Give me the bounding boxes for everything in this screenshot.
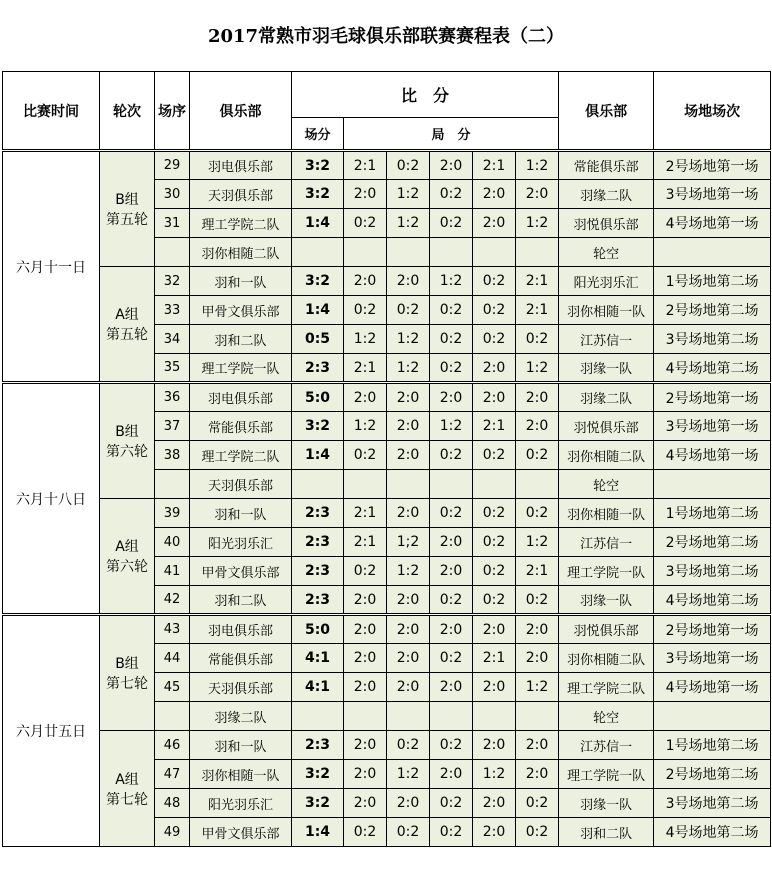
- table-row: [3, 151, 771, 180]
- club2-cell: 理工学院一队: [559, 760, 654, 789]
- match-score-cell: 4:1: [292, 644, 344, 673]
- game-score-cell: [387, 702, 430, 731]
- club2-cell: 羽悦俱乐部: [559, 209, 654, 238]
- venue-cell: 3号场地第二场: [654, 325, 771, 354]
- game-score-cell: 2:1: [516, 267, 559, 296]
- table-row: [3, 731, 771, 760]
- seq-cell: 39: [155, 499, 190, 528]
- page-title: 2017常熟市羽毛球俱乐部联赛赛程表（二）: [207, 26, 565, 47]
- header-row-1: [3, 72, 771, 118]
- venue-cell: [654, 470, 771, 499]
- club1-cell: 羽和二队: [190, 325, 292, 354]
- header-venue: 场地场次: [654, 72, 771, 151]
- club2-cell: 理工学院一队: [559, 557, 654, 586]
- venue-cell: 2号场地第一场: [654, 151, 771, 180]
- seq-cell: 29: [155, 151, 190, 180]
- game-score-cell: 2:0: [516, 731, 559, 760]
- venue-cell: 4号场地第二场: [654, 818, 771, 847]
- game-score-cell: [473, 238, 516, 267]
- game-score-cell: 2:0: [516, 383, 559, 412]
- seq-cell: 32: [155, 267, 190, 296]
- match-score-cell: 2:3: [292, 731, 344, 760]
- venue-cell: 2号场地第二场: [654, 528, 771, 557]
- round-cell: [100, 151, 155, 267]
- game-score-cell: 0:2: [473, 325, 516, 354]
- game-score-cell: [473, 702, 516, 731]
- game-score-cell: 2:0: [430, 557, 473, 586]
- game-score-cell: 0:2: [516, 441, 559, 470]
- club1-cell: 天羽俱乐部: [190, 470, 292, 499]
- club2-cell: 羽悦俱乐部: [559, 412, 654, 441]
- date-cell: 六月十一日: [3, 151, 100, 383]
- match-score-cell: 2:3: [292, 354, 344, 383]
- game-score-cell: 2:0: [344, 180, 387, 209]
- game-score-cell: 0:2: [516, 325, 559, 354]
- club1-cell: 天羽俱乐部: [190, 180, 292, 209]
- seq-cell: 45: [155, 673, 190, 702]
- club1-cell: 理工学院二队: [190, 441, 292, 470]
- game-score-cell: 0:2: [430, 586, 473, 615]
- game-score-cell: 0:2: [430, 180, 473, 209]
- game-score-cell: 1:2: [473, 760, 516, 789]
- round-label-line: A组: [115, 539, 139, 555]
- game-score-cell: 0:2: [344, 441, 387, 470]
- game-score-cell: [387, 470, 430, 499]
- club2-cell: 羽悦俱乐部: [559, 615, 654, 644]
- club1-cell: 甲骨文俱乐部: [190, 818, 292, 847]
- seq-cell: 35: [155, 354, 190, 383]
- club2-cell: 常能俱乐部: [559, 151, 654, 180]
- game-score-cell: 2:0: [473, 209, 516, 238]
- venue-cell: 2号场地第一场: [654, 615, 771, 644]
- game-score-cell: 0:2: [473, 586, 516, 615]
- club2-cell: 江苏信一: [559, 528, 654, 557]
- venue-cell: 1号场地第二场: [654, 267, 771, 296]
- seq-cell: 30: [155, 180, 190, 209]
- round-label-line: B组: [115, 424, 139, 440]
- game-score-cell: 2:0: [473, 731, 516, 760]
- round-cell: [100, 499, 155, 615]
- header-match-score: 场分: [292, 118, 344, 151]
- game-score-cell: 2:0: [344, 383, 387, 412]
- game-score-cell: 2:0: [387, 412, 430, 441]
- venue-cell: [654, 238, 771, 267]
- game-score-cell: 0:2: [344, 818, 387, 847]
- game-score-cell: 0:2: [473, 296, 516, 325]
- game-score-cell: 2:1: [473, 151, 516, 180]
- game-score-cell: 1:2: [430, 267, 473, 296]
- club2-cell: 轮空: [559, 702, 654, 731]
- club1-cell: 羽和一队: [190, 731, 292, 760]
- club1-cell: 阳光羽乐汇: [190, 528, 292, 557]
- club1-cell: 羽电俱乐部: [190, 615, 292, 644]
- club1-cell: 羽缘二队: [190, 702, 292, 731]
- game-score-cell: 2:0: [430, 383, 473, 412]
- club2-cell: 羽和二队: [559, 818, 654, 847]
- game-score-cell: [344, 238, 387, 267]
- game-score-cell: 0:2: [516, 789, 559, 818]
- game-score-cell: [344, 470, 387, 499]
- club2-cell: 羽你相随一队: [559, 296, 654, 325]
- game-score-cell: 2:0: [344, 789, 387, 818]
- club1-cell: 羽你相随二队: [190, 238, 292, 267]
- game-score-cell: 0:2: [473, 528, 516, 557]
- round-label-line: B组: [115, 656, 139, 672]
- game-score-cell: 1:2: [387, 325, 430, 354]
- header-club: 俱乐部: [190, 72, 292, 151]
- game-score-cell: 2:0: [473, 180, 516, 209]
- seq-cell: 34: [155, 325, 190, 354]
- game-score-cell: 0:2: [430, 499, 473, 528]
- match-score-cell: 1:4: [292, 296, 344, 325]
- venue-cell: 1号场地第二场: [654, 499, 771, 528]
- game-score-cell: 1:2: [387, 209, 430, 238]
- table-row: [3, 383, 771, 412]
- round-label-line: 第七轮: [106, 676, 148, 692]
- game-score-cell: 0:2: [516, 818, 559, 847]
- game-score-cell: 0:2: [430, 209, 473, 238]
- game-score-cell: 2:0: [387, 499, 430, 528]
- date-cell: 六月廿五日: [3, 615, 100, 847]
- match-score-cell: 4:1: [292, 673, 344, 702]
- game-score-cell: 0:2: [430, 354, 473, 383]
- match-score-cell: [292, 702, 344, 731]
- game-score-cell: [387, 238, 430, 267]
- club1-cell: 羽和二队: [190, 586, 292, 615]
- game-score-cell: 2:0: [344, 760, 387, 789]
- club1-cell: 羽电俱乐部: [190, 151, 292, 180]
- game-score-cell: 0:2: [387, 296, 430, 325]
- club1-cell: 甲骨文俱乐部: [190, 296, 292, 325]
- game-score-cell: 2:0: [430, 760, 473, 789]
- club2-cell: 羽你相随二队: [559, 441, 654, 470]
- seq-cell: 46: [155, 731, 190, 760]
- venue-cell: [654, 702, 771, 731]
- seq-cell: 42: [155, 586, 190, 615]
- game-score-cell: 1:2: [344, 325, 387, 354]
- game-score-cell: 2:0: [344, 615, 387, 644]
- club2-cell: 江苏信一: [559, 325, 654, 354]
- game-score-cell: 0:2: [430, 325, 473, 354]
- game-score-cell: 1:2: [387, 354, 430, 383]
- match-score-cell: 1:4: [292, 209, 344, 238]
- game-score-cell: [430, 470, 473, 499]
- seq-cell: 49: [155, 818, 190, 847]
- seq-cell: 31: [155, 209, 190, 238]
- seq-cell: 47: [155, 760, 190, 789]
- game-score-cell: 0:2: [430, 731, 473, 760]
- seq-cell: 40: [155, 528, 190, 557]
- club2-cell: 轮空: [559, 238, 654, 267]
- round-label-line: 第五轮: [106, 327, 148, 343]
- game-score-cell: 0:2: [473, 267, 516, 296]
- game-score-cell: 1:2: [516, 528, 559, 557]
- game-score-cell: 2:0: [473, 818, 516, 847]
- game-score-cell: 2:1: [473, 644, 516, 673]
- game-score-cell: 1:2: [516, 151, 559, 180]
- game-score-cell: 0:2: [430, 644, 473, 673]
- game-score-cell: 2:1: [344, 528, 387, 557]
- game-score-cell: 2:0: [387, 615, 430, 644]
- match-score-cell: [292, 238, 344, 267]
- seq-cell: 38: [155, 441, 190, 470]
- game-score-cell: 1:2: [387, 557, 430, 586]
- match-score-cell: 3:2: [292, 789, 344, 818]
- game-score-cell: 1;2: [387, 528, 430, 557]
- match-score-cell: 2:3: [292, 528, 344, 557]
- game-score-cell: 0:2: [387, 151, 430, 180]
- club1-cell: 甲骨文俱乐部: [190, 557, 292, 586]
- game-score-cell: 2:1: [344, 151, 387, 180]
- match-score-cell: 2:3: [292, 586, 344, 615]
- game-score-cell: 1:2: [344, 412, 387, 441]
- game-score-cell: 2:0: [473, 354, 516, 383]
- game-score-cell: 2:0: [430, 528, 473, 557]
- game-score-cell: 0:2: [344, 209, 387, 238]
- header-game-score: 局 分: [344, 118, 559, 151]
- round-label-line: A组: [115, 771, 139, 788]
- game-score-cell: 0:2: [430, 789, 473, 818]
- match-score-cell: 2:3: [292, 557, 344, 586]
- game-score-cell: 2:0: [516, 644, 559, 673]
- club1-cell: 理工学院一队: [190, 354, 292, 383]
- game-score-cell: 2:0: [387, 586, 430, 615]
- match-score-cell: 1:4: [292, 441, 344, 470]
- venue-cell: 1号场地第二场: [654, 731, 771, 760]
- game-score-cell: 0:2: [473, 557, 516, 586]
- game-score-cell: [344, 702, 387, 731]
- venue-cell: 4号场地第一场: [654, 209, 771, 238]
- date-cell: 六月十八日: [3, 383, 100, 615]
- seq-cell: [155, 470, 190, 499]
- header-time: 比赛时间: [3, 72, 100, 151]
- match-score-cell: 5:0: [292, 383, 344, 412]
- table-row: [3, 267, 771, 296]
- game-score-cell: 2:0: [473, 789, 516, 818]
- venue-cell: 4号场地第一场: [654, 441, 771, 470]
- game-score-cell: 2:0: [387, 267, 430, 296]
- game-score-cell: 0:2: [473, 499, 516, 528]
- club1-cell: 羽和一队: [190, 499, 292, 528]
- club2-cell: 轮空: [559, 470, 654, 499]
- seq-cell: 33: [155, 296, 190, 325]
- venue-cell: 3号场地第二场: [654, 557, 771, 586]
- game-score-cell: 0:2: [344, 557, 387, 586]
- game-score-cell: 2:1: [344, 499, 387, 528]
- game-score-cell: 0:2: [430, 441, 473, 470]
- club2-cell: 羽你相随二队: [559, 644, 654, 673]
- game-score-cell: 2:0: [344, 586, 387, 615]
- game-score-cell: 2:0: [516, 760, 559, 789]
- game-score-cell: 2:1: [516, 557, 559, 586]
- club1-cell: 羽电俱乐部: [190, 383, 292, 412]
- venue-cell: 3号场地第一场: [654, 180, 771, 209]
- game-score-cell: 0:2: [387, 818, 430, 847]
- club1-cell: 常能俱乐部: [190, 412, 292, 441]
- game-score-cell: 0:2: [387, 731, 430, 760]
- venue-cell: 3号场地第一场: [654, 644, 771, 673]
- game-score-cell: 1:2: [516, 209, 559, 238]
- round-label-line: 第六轮: [106, 559, 148, 575]
- club2-cell: 羽缘二队: [559, 383, 654, 412]
- round-label-line: 第五轮: [106, 212, 148, 228]
- game-score-cell: [516, 470, 559, 499]
- match-score-cell: 3:2: [292, 151, 344, 180]
- game-score-cell: 2:0: [387, 441, 430, 470]
- venue-cell: 4号场地第二场: [654, 354, 771, 383]
- match-score-cell: 2:3: [292, 499, 344, 528]
- game-score-cell: 2:0: [430, 151, 473, 180]
- match-score-cell: 3:2: [292, 760, 344, 789]
- schedule-table: [2, 71, 771, 847]
- game-score-cell: 0:2: [516, 586, 559, 615]
- club2-cell: 羽缘一队: [559, 354, 654, 383]
- club1-cell: 常能俱乐部: [190, 644, 292, 673]
- seq-cell: 43: [155, 615, 190, 644]
- game-score-cell: 2:0: [473, 383, 516, 412]
- game-score-cell: 1:2: [387, 180, 430, 209]
- seq-cell: 37: [155, 412, 190, 441]
- match-score-cell: 0:5: [292, 325, 344, 354]
- club2-cell: 羽缘一队: [559, 586, 654, 615]
- game-score-cell: 2:0: [430, 673, 473, 702]
- game-score-cell: 0:2: [344, 296, 387, 325]
- venue-cell: 4号场地第二场: [654, 586, 771, 615]
- game-score-cell: 2:1: [516, 296, 559, 325]
- game-score-cell: [516, 238, 559, 267]
- round-label-line: A组: [115, 307, 139, 323]
- seq-cell: 48: [155, 789, 190, 818]
- round-label-line: B组: [115, 192, 139, 208]
- header-round: 轮次: [100, 72, 155, 151]
- game-score-cell: 0:2: [473, 441, 516, 470]
- header-seq: 场序: [155, 72, 190, 151]
- venue-cell: 2号场地第二场: [654, 296, 771, 325]
- round-cell: [100, 731, 155, 847]
- game-score-cell: 2:0: [473, 615, 516, 644]
- game-score-cell: 2:0: [430, 615, 473, 644]
- match-score-cell: 1:4: [292, 818, 344, 847]
- game-score-cell: [473, 470, 516, 499]
- club1-cell: 羽你相随一队: [190, 760, 292, 789]
- game-score-cell: 2:0: [344, 731, 387, 760]
- match-score-cell: 3:2: [292, 412, 344, 441]
- seq-cell: 36: [155, 383, 190, 412]
- round-label-line: 第六轮: [106, 444, 148, 460]
- club2-cell: 羽缘二队: [559, 180, 654, 209]
- match-score-cell: 3:2: [292, 267, 344, 296]
- round-label-line: 第七轮: [106, 791, 148, 808]
- round-cell: [100, 267, 155, 383]
- game-score-cell: 2:0: [344, 644, 387, 673]
- game-score-cell: 0:2: [516, 499, 559, 528]
- table-row: [3, 499, 771, 528]
- game-score-cell: 2:1: [473, 412, 516, 441]
- game-score-cell: 2:1: [344, 354, 387, 383]
- seq-cell: [155, 702, 190, 731]
- venue-cell: 3号场地第一场: [654, 412, 771, 441]
- round-cell: [100, 615, 155, 731]
- game-score-cell: 1:2: [430, 412, 473, 441]
- seq-cell: [155, 238, 190, 267]
- club1-cell: 阳光羽乐汇: [190, 789, 292, 818]
- game-score-cell: 1:2: [516, 354, 559, 383]
- match-score-cell: 5:0: [292, 615, 344, 644]
- match-score-cell: 3:2: [292, 180, 344, 209]
- game-score-cell: 0:2: [430, 818, 473, 847]
- club1-cell: 天羽俱乐部: [190, 673, 292, 702]
- table-row: [3, 615, 771, 644]
- game-score-cell: 1:2: [516, 673, 559, 702]
- game-score-cell: 2:0: [387, 383, 430, 412]
- game-score-cell: [430, 702, 473, 731]
- venue-cell: 3号场地第二场: [654, 789, 771, 818]
- game-score-cell: 2:0: [344, 673, 387, 702]
- header-score: 比 分: [292, 72, 559, 118]
- game-score-cell: 0:2: [430, 296, 473, 325]
- round-cell: [100, 383, 155, 499]
- game-score-cell: 2:0: [387, 673, 430, 702]
- game-score-cell: 2:0: [344, 267, 387, 296]
- game-score-cell: 2:0: [387, 644, 430, 673]
- game-score-cell: 2:0: [387, 789, 430, 818]
- venue-cell: 2号场地第一场: [654, 383, 771, 412]
- venue-cell: 4号场地第一场: [654, 673, 771, 702]
- club2-cell: 阳光羽乐汇: [559, 267, 654, 296]
- seq-cell: 44: [155, 644, 190, 673]
- club2-cell: 理工学院二队: [559, 673, 654, 702]
- venue-cell: 2号场地第二场: [654, 760, 771, 789]
- club1-cell: 理工学院二队: [190, 209, 292, 238]
- club2-cell: 江苏信一: [559, 731, 654, 760]
- club2-cell: 羽你相随一队: [559, 499, 654, 528]
- game-score-cell: 1:2: [387, 760, 430, 789]
- game-score-cell: [430, 238, 473, 267]
- header-club2: 俱乐部: [559, 72, 654, 151]
- game-score-cell: 2:0: [516, 412, 559, 441]
- club1-cell: 羽和一队: [190, 267, 292, 296]
- match-score-cell: [292, 470, 344, 499]
- club2-cell: 羽缘一队: [559, 789, 654, 818]
- game-score-cell: 2:0: [473, 673, 516, 702]
- game-score-cell: 2:0: [516, 615, 559, 644]
- game-score-cell: 2:0: [516, 180, 559, 209]
- seq-cell: 41: [155, 557, 190, 586]
- game-score-cell: [516, 702, 559, 731]
